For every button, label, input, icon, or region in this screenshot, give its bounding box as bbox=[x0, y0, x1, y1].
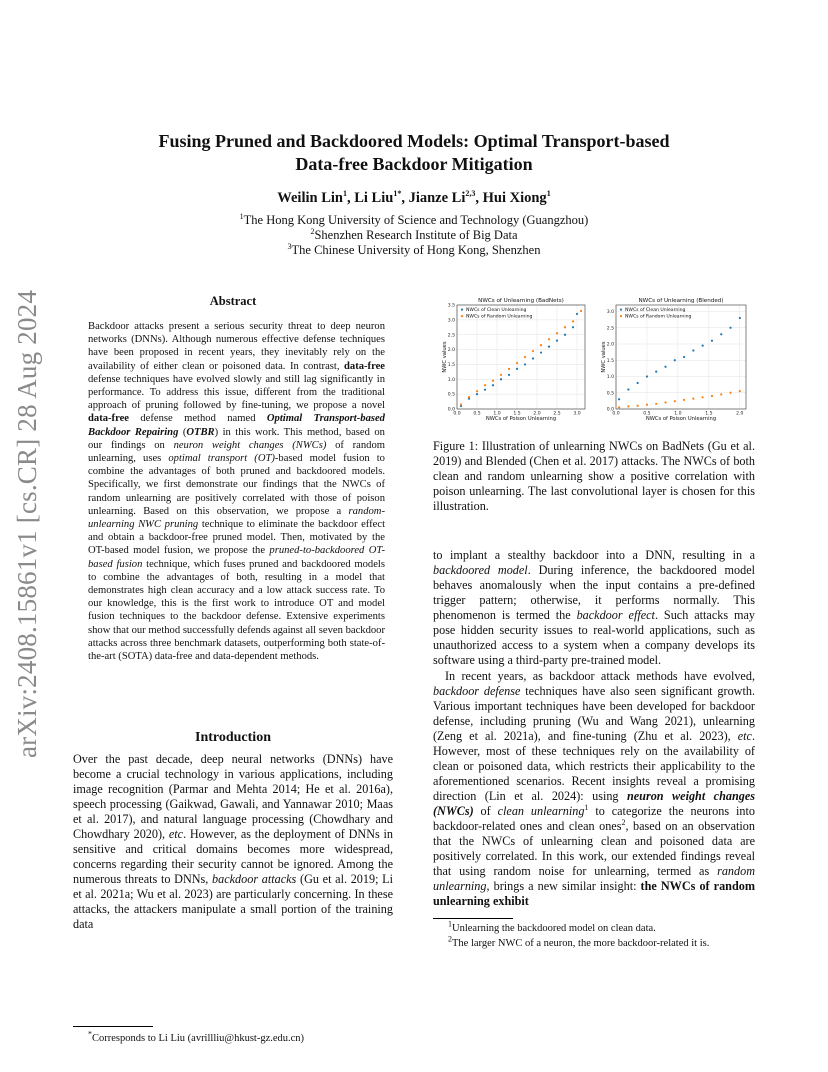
figure-1-charts bbox=[440, 292, 755, 432]
scatter-point bbox=[637, 405, 639, 407]
x-tick-label: 1.5 bbox=[705, 411, 713, 417]
intro-paragraph: Over the past decade, deep neural networks (DNNs) have become a crucial technology in various applications, including image recognition (Parmar and Mehta 2014; He et al. 2016a), speech processing (Gaikwad, Gawali, and Yannawar 2010; Maas et al. 2017), and natural language processing (Chowdhary and Chowdhary 2020), etc. However, as the deployment of DNNs in sensitive and critical domains becomes more widespread, concerns regarding their security cannot be ignored. Among the numerous threats to DNNs, backdoor attacks (Gu et al. 2019; Li et al. 2021a; Wu et al. 2023) are particularly concerning. In these attacks, the attackers manipulate a small portion of the training data bbox=[73, 752, 394, 931]
body-paragraph: In recent years, as backdoor attack methods have evolved, backdoor defense techniques have also seen significant growth. Various important techniques have been developed for backdoor defense, including pruning (Wu and Wang 2021), unlearning (Zeng et al. 2021a), and fine-tuning (Zhu et al. 2023), etc. However, most of these techniques rely on the availability of clean or poisoned data, which restricts their applicability to the aforementioned scenarios. Recent insights reveal a promising direction (Lin et al. 2024): using neuron weight changes (NWCs) of clean unlearning$^1$ to categorize the neurons into backdoor-related ones and clean ones$^2$, based on an observation that the NWCs of unlearning clean and poisoned data are positively correlated. In this work, our extended findings reveal that using random noise for unlearning, termed as random unlearning, brings a new similar insight: the NWCs of random unlearning exhibit bbox=[433, 669, 755, 908]
scatter-point bbox=[702, 345, 704, 347]
author-affil-mark: 1 bbox=[546, 189, 551, 199]
legend-marker bbox=[620, 309, 622, 311]
footnote-rule bbox=[73, 1026, 153, 1027]
legend-label: NWCs of Random Unlearning bbox=[466, 314, 533, 320]
chart-title: NWCs of Unlearning (Blended) bbox=[638, 298, 724, 304]
scatter-point bbox=[729, 327, 731, 329]
scatter-point bbox=[500, 378, 502, 380]
affiliation-text: The Chinese University of Hong Kong, Shenzhen bbox=[291, 243, 541, 257]
y-tick-label: 3.0 bbox=[606, 310, 614, 316]
scatter-point bbox=[637, 382, 639, 384]
title-line-2: Data-free Backdoor Mitigation bbox=[295, 154, 533, 174]
footnote: $^2$The larger NWC of a neuron, the more backdoor-related it is. bbox=[448, 934, 710, 949]
x-axis-label: NWCs of Poison Unlearning bbox=[485, 416, 557, 422]
scatter-point bbox=[500, 374, 502, 376]
scatter-point bbox=[556, 332, 558, 334]
scatter-point bbox=[524, 363, 526, 365]
y-tick-label: 2.0 bbox=[606, 342, 614, 348]
chart-title: NWCs of Unlearning (BadNets) bbox=[478, 298, 564, 304]
scatter-point bbox=[508, 368, 510, 370]
scatter-point bbox=[564, 326, 566, 328]
scatter-point bbox=[548, 338, 550, 340]
x-tick-label: 1.5 bbox=[513, 411, 521, 417]
scatter-point bbox=[548, 346, 550, 348]
author-affil-mark: 1 bbox=[342, 189, 347, 199]
x-tick-label: 2.0 bbox=[736, 411, 744, 417]
affiliation-mark: 2 bbox=[310, 226, 315, 236]
plot-frame bbox=[616, 305, 746, 409]
x-axis-label: NWCs of Poison Unlearning bbox=[645, 416, 717, 422]
x-tick-label: 1.0 bbox=[493, 411, 501, 417]
x-tick-label: 3.0 bbox=[573, 411, 581, 417]
scatter-point bbox=[580, 310, 582, 312]
scatter-point bbox=[618, 406, 620, 408]
scatter-point bbox=[460, 403, 462, 405]
affiliation-mark: 1 bbox=[239, 211, 244, 221]
y-tick-label: 3.5 bbox=[447, 303, 455, 309]
legend-label: NWCs of Clean Unlearning bbox=[625, 308, 686, 313]
y-tick-label: 1.5 bbox=[447, 363, 455, 369]
affiliation-text: Shenzhen Research Institute of Big Data bbox=[314, 228, 518, 242]
scatter-point bbox=[508, 374, 510, 376]
y-axis-label: NWC values bbox=[601, 341, 607, 373]
scatter-point bbox=[655, 403, 657, 405]
scatter-point bbox=[576, 313, 578, 315]
abstract-heading: Abstract bbox=[209, 294, 257, 308]
scatter-point bbox=[618, 398, 620, 400]
author-name: Hui Xiong bbox=[482, 190, 547, 206]
x-tick-label: 2.5 bbox=[553, 411, 561, 417]
legend-label: NWCs of Clean Unlearning bbox=[466, 308, 527, 313]
scatter-point bbox=[739, 390, 741, 392]
y-tick-label: 0.0 bbox=[606, 407, 614, 413]
scatter-point bbox=[476, 390, 478, 392]
y-tick-label: 0.5 bbox=[606, 391, 614, 397]
legend-label: NWCs of Random Unlearning bbox=[625, 314, 692, 320]
scatter-point bbox=[556, 340, 558, 342]
affiliation-text: The Hong Kong University of Science and Technology (Guangzhou) bbox=[243, 213, 589, 227]
x-tick-label: 0.0 bbox=[453, 411, 461, 417]
scatter-point bbox=[720, 333, 722, 335]
author-name: Jianze Li bbox=[408, 190, 466, 206]
scatter-point bbox=[702, 396, 704, 398]
legend-marker bbox=[461, 309, 463, 311]
body-paragraph: to implant a stealthy backdoor into a DNN, resulting in a backdoored model. During inference, the backdoored model behaves anomalously when the input contains a pre-defined trigger pattern; otherwise, it performs normally. This phenomenon is termed the backdoor effect. Such attacks may pose hidden security issues to real-world applications, such as unauthorized access to a system when a company develops its software using a third-party pre-trained model. bbox=[433, 548, 755, 667]
author-list: Weilin Lin$^1$, Li Liu$^{1*}$, Jianze Li$^{2,3}$, Hui Xiong$^1$ bbox=[277, 189, 551, 206]
scatter-point bbox=[627, 405, 629, 407]
paper-title bbox=[100, 130, 728, 176]
y-tick-label: 2.5 bbox=[606, 326, 614, 332]
x-tick-label: 2.0 bbox=[533, 411, 541, 417]
x-tick-label: 1.0 bbox=[674, 411, 682, 417]
affiliation bbox=[100, 228, 728, 243]
scatter-point bbox=[711, 395, 713, 397]
affiliation-mark: 3 bbox=[287, 241, 292, 251]
scatter-point bbox=[627, 388, 629, 390]
arxiv-stamp: arXiv:2408.15861v1 [cs.CR] 28 Aug 2024 bbox=[12, 289, 42, 758]
scatter-point bbox=[692, 349, 694, 351]
scatter-point bbox=[646, 375, 648, 377]
scatter-point bbox=[720, 393, 722, 395]
scatter-point bbox=[692, 398, 694, 400]
intro-heading: Introduction bbox=[195, 730, 271, 745]
scatter-point bbox=[655, 371, 657, 373]
scatter-point bbox=[476, 393, 478, 395]
scatter-point bbox=[540, 344, 542, 346]
scatter-point bbox=[674, 359, 676, 361]
author-name: Weilin Lin bbox=[277, 190, 343, 206]
y-tick-label: 2.5 bbox=[447, 333, 455, 339]
scatter-point bbox=[492, 384, 494, 386]
scatter-point bbox=[484, 389, 486, 391]
scatter-point bbox=[646, 404, 648, 406]
author-affil-mark: 1* bbox=[393, 189, 402, 199]
y-tick-label: 1.5 bbox=[606, 358, 614, 364]
scatter-point bbox=[564, 334, 566, 336]
author-affil-mark: 2,3 bbox=[465, 189, 476, 199]
legend-marker bbox=[620, 315, 622, 317]
title-line-1: Fusing Pruned and Backdoored Models: Optimal Transport-based bbox=[158, 131, 670, 151]
figure-caption: Figure 1: Illustration of unlearning NWCs on BadNets (Gu et al. 2019) and Blended (Chen et al. 2017) attacks. The NWCs of both clean and random unlearning show a positive correlation with poison unlearning. The last convolutional layer is chosen for this illustration. bbox=[433, 439, 755, 513]
y-tick-label: 1.0 bbox=[447, 377, 455, 383]
affiliation bbox=[100, 243, 728, 258]
x-tick-label: 0.5 bbox=[473, 411, 481, 417]
scatter-point bbox=[468, 396, 470, 398]
scatter-point bbox=[729, 392, 731, 394]
scatter-point bbox=[683, 399, 685, 401]
x-tick-label: 0.5 bbox=[643, 411, 651, 417]
footnote-rule bbox=[433, 918, 513, 919]
abstract-body: Backdoor attacks present a serious security threat to deep neuron networks (DNNs). Although numerous effective defense techniques have been proposed in recent years, they inevitably rely on the availability of either clean or poisoned data. In contrast, data-free defense techniques have evolved slowly and still lag significantly in performance. To address this issue, different from the traditional approach of pruning followed by fine-tuning, we propose a novel data-free defense method named Optimal Transport-based Backdoor Repairing (OTBR) in this work. This method, based on our findings on neuron weight changes (NWCs) of random unlearning, uses optimal transport (OT)-based model fusion to combine the advantages of both pruned and backdoored models. Specifically, we first demonstrate our findings that the NWCs of random unlearning are positively correlated with those of poison unlearning. Based on this observation, we propose a random-unlearning NWC pruning technique to eliminate the backdoor effect and obtain a backdoor-free pruned model. Then, motivated by the OT-based model fusion, we propose the pruned-to-backdoored OT-based fusion technique, which fuses pruned and backdoored models to combine the advantages of both, resulting in a model that demonstrates high clean accuracy and a low attack success rate. To our knowledge, this is the first work to introduce OT and model fusion techniques to the backdoor defense. Extensive experiments show that our method successfully defends against all seven backdoor attacks across three benchmark datasets, outperforming both state-of-the-art (SOTA) data-free and data-dependent methods. bbox=[88, 321, 386, 663]
scatter-point bbox=[683, 356, 685, 358]
y-tick-label: 0.0 bbox=[447, 407, 455, 413]
author-name: Li Liu bbox=[354, 190, 394, 206]
scatter-point bbox=[532, 350, 534, 352]
footnote: $^1$Unlearning the backdoored model on clean data. bbox=[448, 919, 656, 934]
scatter-point bbox=[484, 384, 486, 386]
y-tick-label: 0.5 bbox=[447, 392, 455, 398]
y-tick-label: 1.0 bbox=[606, 375, 614, 381]
scatter-point bbox=[532, 357, 534, 359]
scatter-point bbox=[664, 366, 666, 368]
x-tick-label: 0.0 bbox=[612, 411, 620, 417]
scatter-point bbox=[739, 317, 741, 319]
scatter-point bbox=[711, 340, 713, 342]
scatter-point bbox=[540, 351, 542, 353]
affiliation bbox=[100, 213, 728, 228]
scatter-point bbox=[664, 401, 666, 403]
scatter-point bbox=[674, 400, 676, 402]
scatter-point bbox=[572, 326, 574, 328]
y-tick-label: 2.0 bbox=[447, 348, 455, 354]
y-tick-label: 3.0 bbox=[447, 318, 455, 324]
y-axis-label: NWC values bbox=[442, 341, 448, 373]
scatter-point bbox=[492, 380, 494, 382]
footnote-corresponding: *Corresponds to Li Liu (avrillliu@hkust-gz.edu.cn) bbox=[88, 1029, 305, 1044]
scatter-point bbox=[516, 362, 518, 364]
scatter-point bbox=[516, 368, 518, 370]
scatter-point bbox=[524, 356, 526, 358]
legend-marker bbox=[461, 315, 463, 317]
scatter-point bbox=[572, 320, 574, 322]
